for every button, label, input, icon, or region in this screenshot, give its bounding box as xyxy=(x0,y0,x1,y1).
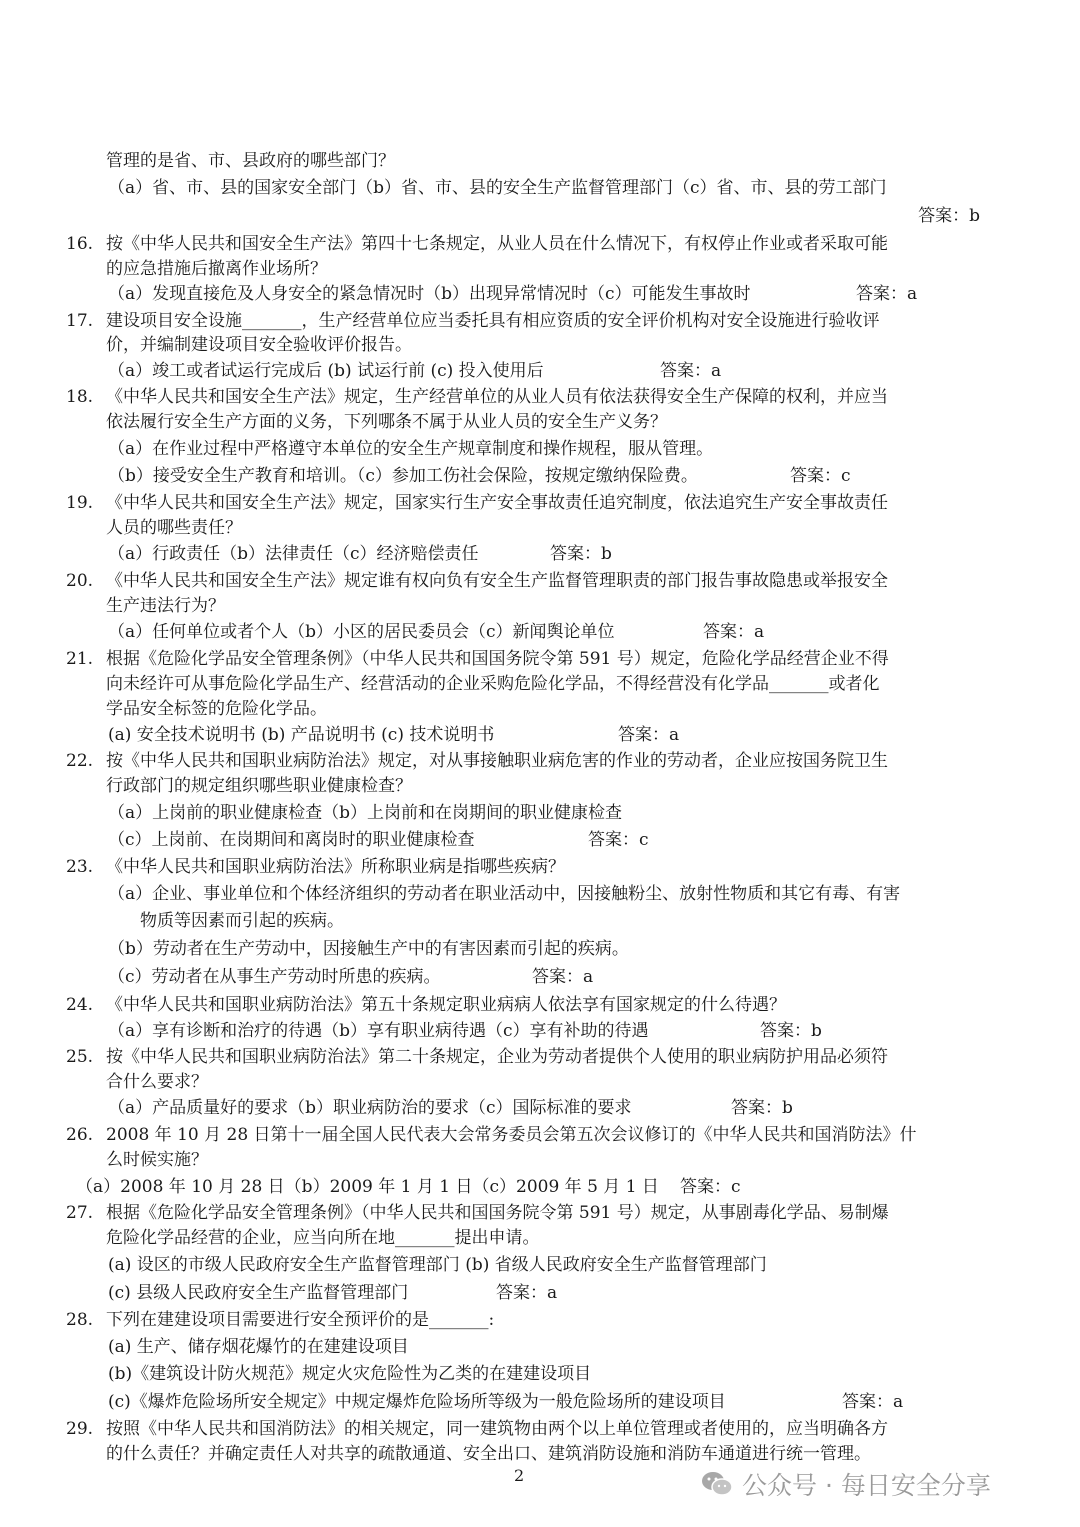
q26-answer: 答案：c xyxy=(680,1177,741,1197)
q22-option-c: （c）上岗前、在岗期间和离岗时的职业健康检查 xyxy=(108,830,475,850)
q18-line-2: 依法履行安全生产方面的义务，下列哪条不属于从业人员的安全生产义务？ xyxy=(106,412,667,432)
q23-option-a-1: （a）企业、事业单位和个体经济组织的劳动者在职业活动中，因接触粉尘、放射性物质和其它有毒、有害 xyxy=(108,884,901,904)
q27-option-ab: (a) 设区的市级人民政府安全生产监督管理部门 (b) 省级人民政府安全生产监督管理部门 xyxy=(108,1255,767,1275)
q18-line-1: 《中华人民共和国安全生产法》规定，生产经营单位的从业人员有依法获得安全生产保障的权利，并应当 xyxy=(106,387,888,407)
page-number: 2 xyxy=(514,1466,525,1485)
intro-answer: 答案：b xyxy=(918,206,980,226)
q23-option-b: （b）劳动者在生产劳动中，因接触生产中的有害因素而引起的疾病。 xyxy=(108,939,629,959)
q18-option-a: （a）在作业过程中严格遵守本单位的安全生产规章制度和操作规程，服从管理。 xyxy=(108,439,714,459)
q21-line-1: 根据《危险化学品安全管理条例》（中华人民共和国国务院令第 591 号）规定，危险化学品经营企业不得 xyxy=(106,649,889,669)
q23-number: 23. xyxy=(66,857,94,877)
q22-answer: 答案：c xyxy=(588,830,649,850)
q28-option-a: (a) 生产、储存烟花爆竹的在建建设项目 xyxy=(108,1337,409,1357)
q28-line-1: 下列在建建设项目需要进行安全预评价的是_______: xyxy=(106,1310,495,1330)
q17-answer: 答案：a xyxy=(660,361,722,381)
q19-line-1: 《中华人民共和国安全生产法》规定，国家实行生产安全事故责任追究制度，依法追究生产安全事故责任 xyxy=(106,493,888,513)
q21-line-3: 学品安全标签的危险化学品。 xyxy=(106,699,327,719)
q22-option-ab: （a）上岗前的职业健康检查（b）上岗前和在岗期间的职业健康检查 xyxy=(108,803,623,823)
q20-options: （a）任何单位或者个人（b）小区的居民委员会（c）新闻舆论单位 xyxy=(108,622,615,642)
q21-number: 21. xyxy=(66,649,94,669)
q24-options: （a）享有诊断和治疗的待遇（b）享有职业病待遇（c）享有补助的待遇 xyxy=(108,1021,649,1041)
q17-line-1: 建设项目安全设施_______，生产经营单位应当委托具有相应资质的安全评价机构对安全设施进行验收评 xyxy=(106,311,880,331)
q27-number: 27. xyxy=(66,1203,94,1223)
q24-answer: 答案：b xyxy=(760,1021,822,1041)
q21-line-2: 向未经许可从事危险化学品生产、经营活动的企业采购危险化学品，不得经营没有化学品_______或者化 xyxy=(106,674,880,694)
q16-number: 16. xyxy=(66,234,94,254)
q18-option-bc: （b）接受安全生产教育和培训。（c）参加工伤社会保险，按规定缴纳保险费。 xyxy=(108,466,698,486)
q19-answer: 答案：b xyxy=(550,544,612,564)
q29-number: 29. xyxy=(66,1419,94,1439)
q23-option-c: （c）劳动者在从事生产劳动时所患的疾病。 xyxy=(108,967,441,987)
q25-number: 25. xyxy=(66,1047,94,1067)
q27-line-2: 危险化学品经营的企业，应当向所在地_______提出申请。 xyxy=(106,1228,540,1248)
q21-options: (a) 安全技术说明书 (b) 产品说明书 (c) 技术说明书 xyxy=(108,725,495,745)
q25-answer: 答案：b xyxy=(731,1098,793,1118)
intro-options: （a）省、市、县的国家安全部门（b）省、市、县的安全生产监督管理部门（c）省、市、县的劳工部门 xyxy=(108,178,887,198)
q20-number: 20. xyxy=(66,571,94,591)
q23-answer: 答案：a xyxy=(532,967,594,987)
q22-line-2: 行政部门的规定组织哪些职业健康检查？ xyxy=(106,776,412,796)
q20-line-1: 《中华人民共和国安全生产法》规定谁有权向负有安全生产监督管理职责的部门报告事故隐患或举报安全 xyxy=(106,571,888,591)
q22-number: 22. xyxy=(66,751,94,771)
q19-options: （a）行政责任（b）法律责任（c）经济赔偿责任 xyxy=(108,544,479,564)
wechat-icon xyxy=(700,1469,734,1499)
q19-line-2: 人员的哪些责任？ xyxy=(106,518,242,538)
q18-number: 18. xyxy=(66,387,94,407)
q21-answer: 答案：a xyxy=(618,725,680,745)
watermark-text: 公众号 · 每日安全分享 xyxy=(742,1471,991,1500)
q27-answer: 答案：a xyxy=(496,1283,558,1303)
q17-options: （a）竣工或者试运行完成后 (b) 试运行前 (c) 投入使用后 xyxy=(108,361,544,381)
q27-line-1: 根据《危险化学品安全管理条例》（中华人民共和国国务院令第 591 号）规定，从事剧毒化学品、易制爆 xyxy=(106,1203,889,1223)
q29-line-1: 按照《中华人民共和国消防法》的相关规定，同一建筑物由两个以上单位管理或者使用的，应当明确各方 xyxy=(106,1419,888,1439)
q26-line-2: 么时候实施？ xyxy=(106,1150,208,1170)
intro-line-1: 管理的是省、市、县政府的哪些部门？ xyxy=(106,151,395,171)
q28-answer: 答案：a xyxy=(842,1392,904,1412)
q26-number: 26. xyxy=(66,1125,94,1145)
q16-answer: 答案：a xyxy=(856,284,918,304)
q23-option-a-2: 物质等因素而引起的疾病。 xyxy=(140,911,344,931)
q24-line-1: 《中华人民共和国职业病防治法》第五十条规定职业病病人依法享有国家规定的什么待遇？ xyxy=(106,995,786,1015)
q16-line-2: 的应急措施后撤离作业场所？ xyxy=(106,259,327,279)
q23-line-1: 《中华人民共和国职业病防治法》所称职业病是指哪些疾病？ xyxy=(106,857,565,877)
q20-answer: 答案：a xyxy=(703,622,765,642)
q29-line-2: 的什么责任？并确定责任人对共享的疏散通道、安全出口、建筑消防设施和消防车通道进行统一管理。 xyxy=(106,1444,871,1464)
q28-option-b: (b)《建筑设计防火规范》规定火灾危险性为乙类的在建建设项目 xyxy=(108,1364,592,1384)
q22-line-1: 按《中华人民共和国职业病防治法》规定，对从事接触职业病危害的作业的劳动者，企业应按国务院卫生 xyxy=(106,751,888,771)
watermark xyxy=(700,1462,991,1506)
q16-options: （a）发现直接危及人身安全的紧急情况时（b）出现异常情况时（c）可能发生事故时 xyxy=(108,284,751,304)
q16-line-1: 按《中华人民共和国安全生产法》第四十七条规定，从业人员在什么情况下，有权停止作业或者采取可能 xyxy=(106,234,888,254)
q25-options: （a）产品质量好的要求（b）职业病防治的要求（c）国际标准的要求 xyxy=(108,1098,632,1118)
q24-number: 24. xyxy=(66,995,94,1015)
q28-number: 28. xyxy=(66,1310,94,1330)
q28-option-c: (c)《爆炸危险场所安全规定》中规定爆炸危险场所等级为一般危险场所的建设项目 xyxy=(108,1392,726,1412)
q19-number: 19. xyxy=(66,493,94,513)
q27-option-c: (c) 县级人民政府安全生产监督管理部门 xyxy=(108,1283,409,1303)
q26-line-1: 2008 年 10 月 28 日第十一届全国人民代表大会常务委员会第五次会议修订的《中华人民共和国消防法》什 xyxy=(106,1125,917,1145)
q17-number: 17. xyxy=(66,311,94,331)
q25-line-2: 合什么要求？ xyxy=(106,1072,208,1092)
q18-answer: 答案：c xyxy=(790,466,851,486)
q20-line-2: 生产违法行为？ xyxy=(106,596,225,616)
q26-options: （a）2008 年 10 月 28 日（b）2009 年 1 月 1 日（c）2009 年 5 月 1 日 xyxy=(76,1177,659,1197)
q25-line-1: 按《中华人民共和国职业病防治法》第二十条规定，企业为劳动者提供个人使用的职业病防护用品必须符 xyxy=(106,1047,888,1067)
q17-line-2: 价，并编制建设项目安全验收评价报告。 xyxy=(106,335,412,355)
